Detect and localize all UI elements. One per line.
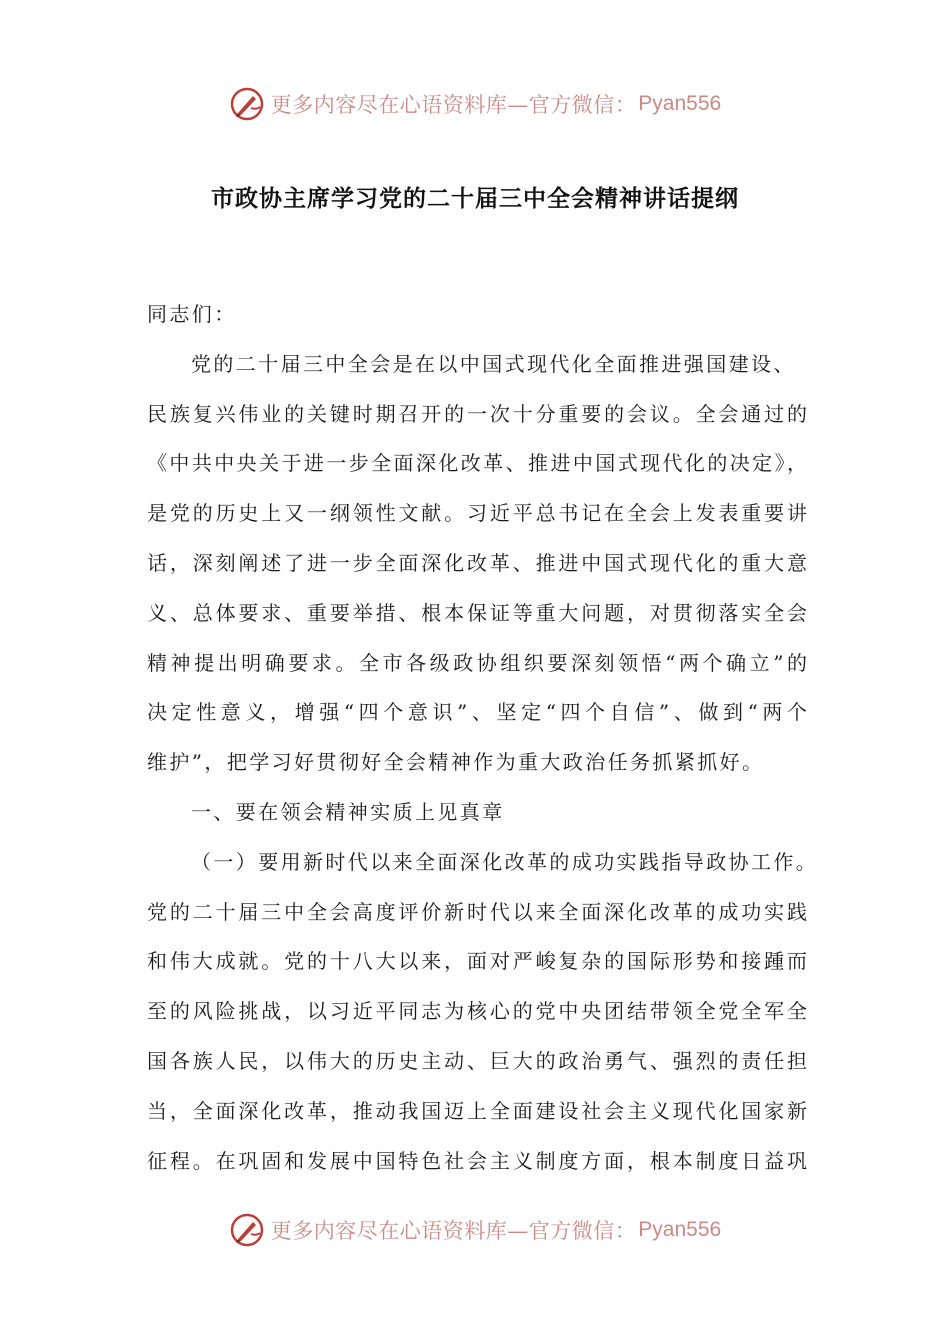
body-line: 民族复兴伟业的关键时期召开的一次十分重要的会议。全会通过的 <box>147 401 807 426</box>
footer-banner <box>0 1208 950 1252</box>
body-line: 至的风险挑战，以习近平同志为核心的党中央团结带领全党全军全 <box>147 999 807 1024</box>
body-line: 是党的历史上又一纲领性文献。习近平总书记在全会上发表重要讲 <box>147 501 807 526</box>
header-banner <box>0 82 950 126</box>
pen-logo-icon <box>229 86 265 122</box>
document-title: 市政协主席学习党的二十届三中全会精神讲话提纲 <box>211 186 739 212</box>
body-line: 党的二十届三中全会是在以中国式现代化全面推进强国建设、 <box>191 351 796 376</box>
body-line: 和伟大成就。党的十八大以来，面对严峻复杂的国际形势和接踵而 <box>147 949 807 974</box>
body-line: 当，全面深化改革，推动我国迈上全面建设社会主义现代化国家新 <box>147 1098 807 1123</box>
body-line: 话，深刻阐述了进一步全面深化改革、推进中国式现代化的重大意 <box>147 550 807 575</box>
body-line: 义、总体要求、重要举措、根本保证等重大问题，对贯彻落实全会 <box>147 600 807 625</box>
banner-text: 更多内容尽在心语资料库—官方微信： <box>270 93 637 117</box>
pen-logo-icon <box>229 1212 265 1248</box>
subsection-heading: （一）要用新时代以来全面深化改革的成功实践指导政协工作。 <box>191 849 819 874</box>
document-body <box>147 296 819 1192</box>
section-heading: 一、要在领会精神实质上见真章 <box>191 799 505 824</box>
body-line: 《中共中央关于进一步全面深化改革、推进中国式现代化的决定》， <box>147 451 807 476</box>
body-line: 征程。在巩固和发展中国特色社会主义制度方面，根本制度日益巩 <box>147 1148 807 1173</box>
body-line: 精神提出明确要求。全市各级政协组织要深刻领悟“两个确立”的 <box>147 650 807 675</box>
salutation: 同志们： <box>147 302 237 326</box>
banner-wechat-id: Pyan556 <box>638 92 722 115</box>
banner-text: 更多内容尽在心语资料库—官方微信： <box>270 1219 637 1243</box>
body-line: 维护”，把学习好贯彻好全会精神作为重大政治任务抓紧抓好。 <box>147 750 765 775</box>
body-line: 党的二十届三中全会高度评价新时代以来全面深化改革的成功实践 <box>147 899 807 924</box>
body-line: 决定性意义，增强“四个意识”、坚定“四个自信”、做到“两个 <box>147 700 807 725</box>
body-line: 国各族人民，以伟大的历史主动、巨大的政治勇气、强烈的责任担 <box>147 1048 807 1073</box>
banner-wechat-id: Pyan556 <box>638 1218 722 1241</box>
